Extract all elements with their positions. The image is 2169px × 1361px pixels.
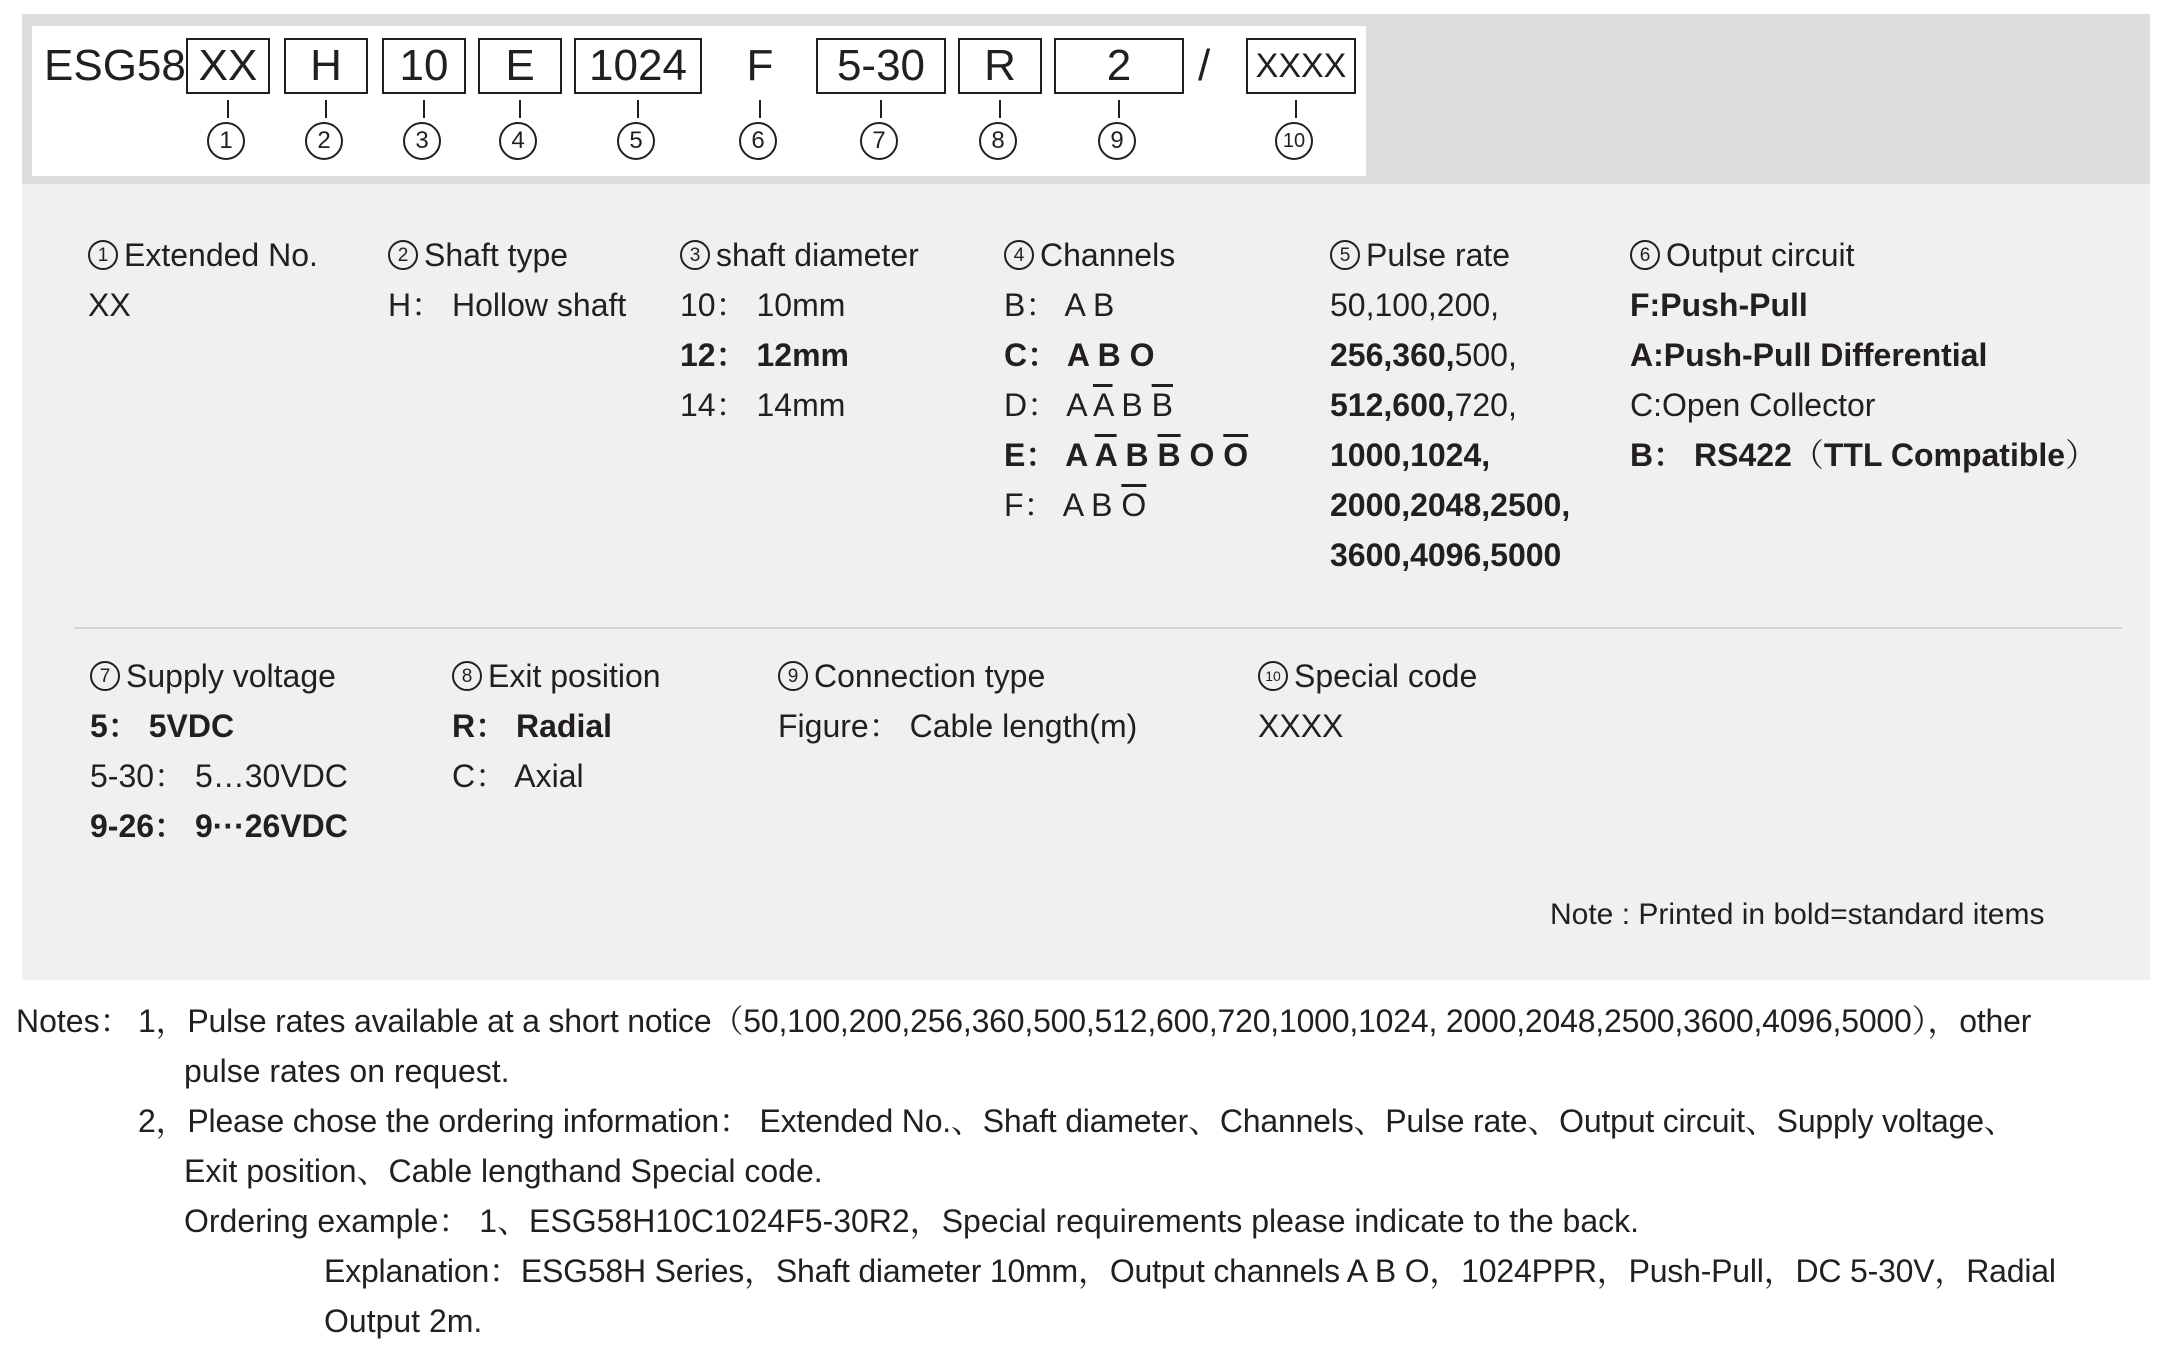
connector-line [423, 100, 425, 118]
position-number: 6 [739, 122, 777, 160]
option-value: 14mm [756, 387, 846, 423]
channel-b-inverted: $\overline{B}$ [1157, 437, 1181, 473]
segment-connection-type: 2 [1054, 38, 1184, 94]
connector-line [1118, 100, 1120, 118]
option-shaft-type [388, 230, 626, 330]
channel-o: O [1129, 337, 1155, 373]
position-number: 8 [452, 661, 482, 691]
option-value: F:Push-Pull [1630, 287, 1808, 323]
explanation-continued: Output 2m. [324, 1303, 483, 1339]
channel-b-inverted: $\overline{B}$ [1151, 387, 1173, 423]
connector-line [880, 100, 882, 118]
option-extended-no [88, 230, 318, 330]
connector-line [999, 100, 1001, 118]
option-code: 14： [680, 387, 748, 423]
position-number: 5 [1330, 240, 1360, 270]
option-value: Radial [516, 708, 613, 744]
option-value: 10mm [756, 287, 846, 323]
pulse-rate-line: 50,100,200, [1330, 287, 1500, 323]
pulse-rate-optional: 720, [1454, 387, 1517, 423]
segment-shaft-diameter: 10 [382, 38, 466, 94]
option-title: Supply voltage [126, 658, 336, 694]
option-shaft-diameter [680, 230, 919, 430]
connector-line [1295, 100, 1297, 118]
option-connection-type [778, 651, 1137, 751]
option-value: XX [88, 287, 131, 323]
pulse-rate-standard: 3600,4096,5000 [1330, 537, 1562, 573]
option-title: Special code [1294, 658, 1478, 694]
segment-exit-position: R [958, 38, 1042, 94]
option-code: F： [1004, 487, 1056, 523]
segment-output-circuit: F [746, 41, 774, 90]
notes-label: Notes： [16, 1003, 132, 1039]
position-number: 2 [388, 240, 418, 270]
connector-line [519, 100, 521, 118]
option-title: Shaft type [424, 237, 569, 273]
option-special-code [1258, 651, 1477, 751]
option-code: B： [1004, 287, 1058, 323]
option-code: 5： [90, 708, 140, 744]
option-title: Extended No. [124, 237, 318, 273]
option-title: Exit position [488, 658, 661, 694]
note-2: 2，Please chose the ordering information： Extended No.、Shaft diameter、Channels、Pulse rate、Output circuit、Supply voltage、 [138, 1103, 2016, 1139]
option-value: C:Open Collector [1630, 387, 1876, 423]
option-value: Figure： Cable length(m) [778, 708, 1138, 744]
connector-line [325, 100, 327, 118]
note-1-continued: pulse rates on request. [184, 1053, 510, 1089]
channel-b: B [1097, 337, 1121, 373]
option-value: 5VDC [148, 708, 235, 744]
position-number: 2 [305, 122, 343, 160]
option-code: 12： [680, 337, 748, 373]
segment-shaft-type: H [284, 38, 368, 94]
option-output-circuit [1630, 230, 2097, 480]
position-number: 1 [207, 122, 245, 160]
option-code: C： [452, 758, 508, 794]
channel-a: A [1062, 487, 1083, 523]
pulse-rate-optional: 500, [1454, 337, 1517, 373]
connector-line [227, 100, 229, 118]
option-code: D： [1004, 387, 1060, 423]
position-number: 7 [860, 122, 898, 160]
pulse-rate-standard: 256,360, [1330, 337, 1455, 373]
option-title: Output circuit [1666, 237, 1855, 273]
option-code: 9-26： [90, 808, 187, 844]
channel-a: A [1065, 437, 1087, 473]
segment-separator: / [1198, 41, 1211, 90]
option-value: 9···26VDC [194, 808, 348, 844]
rs422-label: RS422 [1694, 437, 1792, 473]
position-number: 6 [1630, 240, 1660, 270]
option-value: Axial [514, 758, 584, 794]
channel-a-inverted: $\overline{A}$ [1094, 437, 1117, 473]
channel-o: O [1189, 437, 1215, 473]
channel-o-inverted: $\overline{O}$ [1223, 437, 1249, 473]
paren-open: （ [1791, 437, 1824, 473]
option-code: C： [1004, 337, 1060, 373]
channel-b: B [1125, 437, 1149, 473]
paren-close: ） [2065, 437, 2098, 473]
option-value: A:Push-Pull Differential [1630, 337, 1988, 373]
note-1: 1，Pulse rates available at a short notice（50,100,200,256,360,500,512,600,720,1000,1024, 2000,2048,2500,3600,4096,5000），other [138, 1003, 2032, 1039]
section-divider [74, 627, 2122, 629]
channel-o-inverted: $\overline{O}$ [1121, 487, 1147, 523]
channel-b: B [1092, 287, 1115, 323]
position-number: 3 [403, 122, 441, 160]
channel-a: A [1066, 337, 1089, 373]
option-supply-voltage [90, 651, 348, 851]
segment-extended-no: XX [186, 38, 270, 94]
model-prefix: ESG58 [44, 41, 186, 90]
option-title: Channels [1040, 237, 1176, 273]
option-value-rs422 [1630, 430, 2097, 480]
option-code: B： [1630, 437, 1686, 473]
option-code: R： [452, 708, 508, 744]
position-number: 8 [979, 122, 1017, 160]
position-number: 9 [778, 661, 808, 691]
option-title: Connection type [814, 658, 1046, 694]
position-number: 1 [88, 240, 118, 270]
option-code: 5-30： [90, 758, 187, 794]
option-value: 12mm [756, 337, 849, 373]
position-number: 4 [499, 122, 537, 160]
option-value: XXXX [1258, 708, 1344, 744]
pulse-rate-standard: 512,600, [1330, 387, 1455, 423]
option-value: H： Hollow shaft [388, 287, 627, 323]
option-title: shaft diameter [716, 237, 919, 273]
ttl-label: TTL Compatible [1823, 437, 2066, 473]
channel-a: A [1066, 387, 1086, 423]
option-code: E： [1004, 437, 1058, 473]
option-exit-position [452, 651, 661, 801]
option-code: 10： [680, 287, 748, 323]
channel-a-inverted: $\overline{A}$ [1092, 387, 1113, 423]
position-number: 5 [617, 122, 655, 160]
position-number: 4 [1004, 240, 1034, 270]
option-channels [1004, 230, 1248, 530]
position-number: 9 [1098, 122, 1136, 160]
option-value: 5…30VDC [194, 758, 348, 794]
connector-line [637, 100, 639, 118]
channel-b: B [1121, 387, 1143, 423]
option-pulse-rate [1330, 230, 1570, 580]
segment-special-code: XXXX [1246, 38, 1356, 94]
note-2-continued: Exit position、Cable lengthand Special code. [184, 1153, 823, 1189]
option-title: Pulse rate [1366, 237, 1511, 273]
position-number: 10 [1275, 122, 1313, 160]
position-number: 3 [680, 240, 710, 270]
connector-line [759, 100, 761, 118]
explanation: Explanation：ESG58H Series，Shaft diameter 10mm，Output channels A B O，1024PPR，Push-Pull，DC 5-30V，Radial [324, 1253, 2056, 1289]
segment-supply-voltage: 5-30 [816, 38, 946, 94]
standard-items-note: Note : Printed in bold=standard items [1550, 898, 2045, 931]
channel-b: B [1091, 487, 1113, 523]
position-number: 10 [1258, 661, 1288, 691]
segment-pulse-rate: 1024 [574, 38, 702, 94]
position-number: 7 [90, 661, 120, 691]
ordering-example: Ordering example： 1、ESG58H10C1024F5-30R2，Special requirements please indicate to the back. [184, 1203, 1640, 1239]
segment-channels: E [478, 38, 562, 94]
pulse-rate-standard: 1000,1024, [1330, 437, 1491, 473]
pulse-rate-standard: 2000,2048,2500, [1330, 487, 1571, 523]
channel-a: A [1064, 287, 1085, 323]
